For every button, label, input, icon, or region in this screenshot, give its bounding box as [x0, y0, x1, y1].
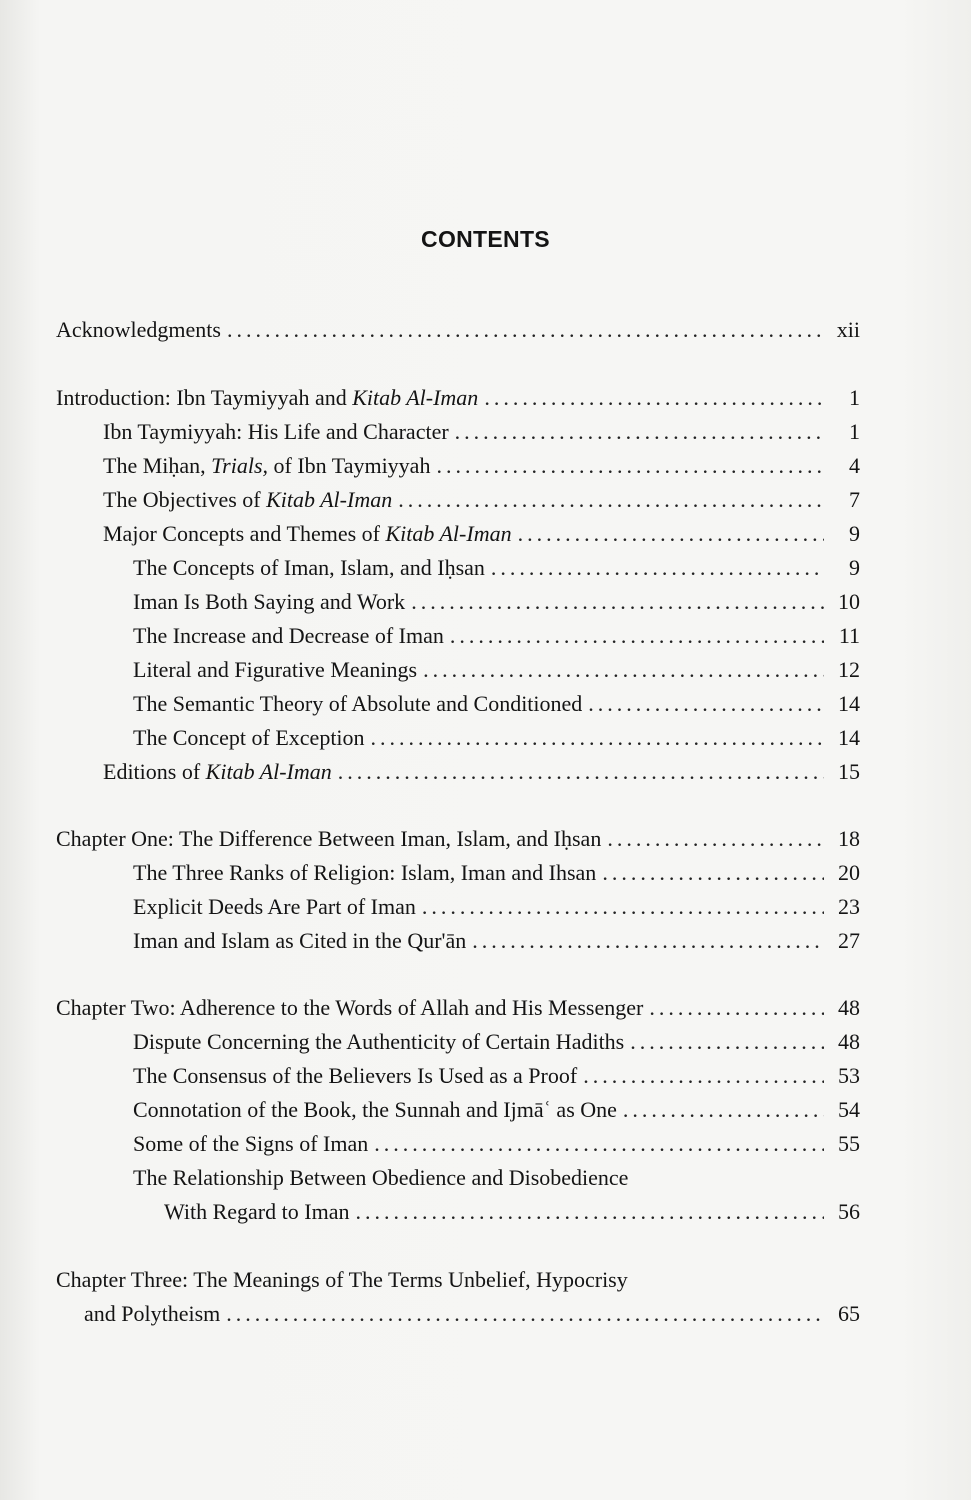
toc-entry-label: Major Concepts and Themes of Kitab Al-Iman [103, 521, 512, 546]
toc-entry [56, 822, 860, 856]
toc-page-number: 11 [838, 623, 860, 648]
toc-entry [56, 415, 860, 449]
toc-page-number: 1 [849, 419, 860, 444]
table-of-contents [56, 313, 860, 1331]
dot-leader [355, 1195, 824, 1229]
toc-page-number: 48 [838, 1029, 860, 1054]
toc-page-number: 10 [838, 589, 860, 614]
toc-entry-label: Iman and Islam as Cited in the Qur'ān [133, 928, 467, 953]
toc-entry [56, 1161, 860, 1195]
toc-page-number: 56 [838, 1199, 860, 1224]
toc-entry [56, 755, 860, 789]
toc-entry-label: Literal and Figurative Meanings [133, 657, 418, 682]
toc-entry [56, 517, 860, 551]
toc-page-number: 12 [838, 657, 860, 682]
toc-entry [56, 924, 860, 958]
dot-leader [630, 1025, 824, 1059]
dot-leader [338, 755, 824, 789]
toc-entry [56, 653, 860, 687]
toc-entry-label: The Consensus of the Believers Is Used as a Proof [133, 1063, 578, 1088]
toc-page-number: 20 [838, 860, 860, 885]
dot-leader [371, 721, 824, 755]
dot-leader [423, 653, 824, 687]
dot-leader [602, 856, 824, 890]
toc-page-number: 14 [838, 725, 860, 750]
dot-leader [518, 517, 824, 551]
toc-entry-label: The Concept of Exception [133, 725, 365, 750]
toc-entry [56, 1127, 860, 1161]
toc-entry-label: Chapter One: The Difference Between Iman, Islam, and Iḥsan [56, 826, 602, 851]
dot-leader [583, 1059, 824, 1093]
dot-leader [450, 619, 824, 653]
toc-page-number: 65 [838, 1301, 860, 1326]
dot-leader [226, 1297, 824, 1331]
toc-entry-label: Introduction: Ibn Taymiyyah and Kitab Al-Iman [56, 385, 479, 410]
toc-entry-label: Explicit Deeds Are Part of Iman [133, 894, 416, 919]
dot-leader [623, 1093, 824, 1127]
toc-entry-label: The Three Ranks of Religion: Islam, Iman and Ihsan [133, 860, 597, 885]
toc-entry-label: The Increase and Decrease of Iman [133, 623, 444, 648]
dot-leader [607, 822, 824, 856]
toc-entry-label: Some of the Signs of Iman [133, 1131, 369, 1156]
dot-leader [484, 381, 824, 415]
toc-entry-continuation [56, 1297, 860, 1331]
dot-leader [227, 313, 824, 347]
dot-leader [436, 449, 824, 483]
toc-entry-label: Iman Is Both Saying and Work [133, 589, 406, 614]
toc-page-number: 27 [838, 928, 860, 953]
dot-leader [588, 687, 824, 721]
toc-entry-label: The Miḥan, Trials, of Ibn Taymiyyah [103, 453, 431, 478]
toc-page-number: 54 [838, 1097, 860, 1122]
toc-entry [56, 1093, 860, 1127]
toc-page-number: 15 [838, 759, 860, 784]
dot-leader [398, 483, 824, 517]
toc-page-number: 23 [838, 894, 860, 919]
toc-entry-label-line2: With Regard to Iman [164, 1199, 350, 1224]
toc-entry [56, 721, 860, 755]
toc-entry [56, 991, 860, 1025]
dot-leader [491, 551, 824, 585]
toc-page-number: xii [836, 317, 860, 342]
dot-leader [649, 991, 824, 1025]
toc-entry [56, 1059, 860, 1093]
toc-entry [56, 551, 860, 585]
toc-entry [56, 1263, 860, 1297]
toc-page-number: 18 [838, 826, 860, 851]
toc-entry-label: Chapter Two: Adherence to the Words of Allah and His Messenger [56, 995, 644, 1020]
toc-entry-label-line2: and Polytheism [84, 1301, 221, 1326]
toc-page-number: 48 [838, 995, 860, 1020]
dot-leader [455, 415, 824, 449]
toc-page-number: 14 [838, 691, 860, 716]
toc-entry [56, 687, 860, 721]
dot-leader [374, 1127, 824, 1161]
toc-entry-label: The Concepts of Iman, Islam, and Iḥsan [133, 555, 485, 580]
toc-page-number: 9 [849, 555, 860, 580]
dot-leader [422, 890, 824, 924]
toc-entry [56, 856, 860, 890]
toc-entry [56, 585, 860, 619]
toc-page-number: 1 [849, 385, 860, 410]
toc-entry-label: Connotation of the Book, the Sunnah and Ijmāʿ as One [133, 1097, 617, 1122]
toc-page-number: 7 [849, 487, 860, 512]
dot-leader [472, 924, 824, 958]
toc-entry-label: The Semantic Theory of Absolute and Conditioned [133, 691, 583, 716]
toc-entry-label-line1: The Relationship Between Obedience and Disobedience [133, 1165, 629, 1190]
toc-page-number: 53 [838, 1063, 860, 1088]
toc-entry-label: Acknowledgments [56, 317, 221, 342]
page-title: CONTENTS [421, 226, 550, 252]
toc-entry-label: The Objectives of Kitab Al-Iman [103, 487, 393, 512]
toc-entry-continuation [56, 1195, 860, 1229]
toc-entry [56, 483, 860, 517]
toc-entry-label: Ibn Taymiyyah: His Life and Character [103, 419, 449, 444]
toc-entry [56, 449, 860, 483]
toc-page-number: 55 [838, 1131, 860, 1156]
toc-entry [56, 619, 860, 653]
toc-entry-label: Editions of Kitab Al-Iman [103, 759, 332, 784]
dot-leader [411, 585, 824, 619]
toc-entry [56, 1025, 860, 1059]
toc-entry [56, 890, 860, 924]
toc-entry [56, 313, 860, 347]
toc-entry-label-line1: Chapter Three: The Meanings of The Terms Unbelief, Hypocrisy [56, 1267, 628, 1292]
toc-page-number: 4 [849, 453, 860, 478]
toc-entry [56, 381, 860, 415]
toc-entry-label: Dispute Concerning the Authenticity of Certain Hadiths [133, 1029, 625, 1054]
toc-page-number: 9 [849, 521, 860, 546]
